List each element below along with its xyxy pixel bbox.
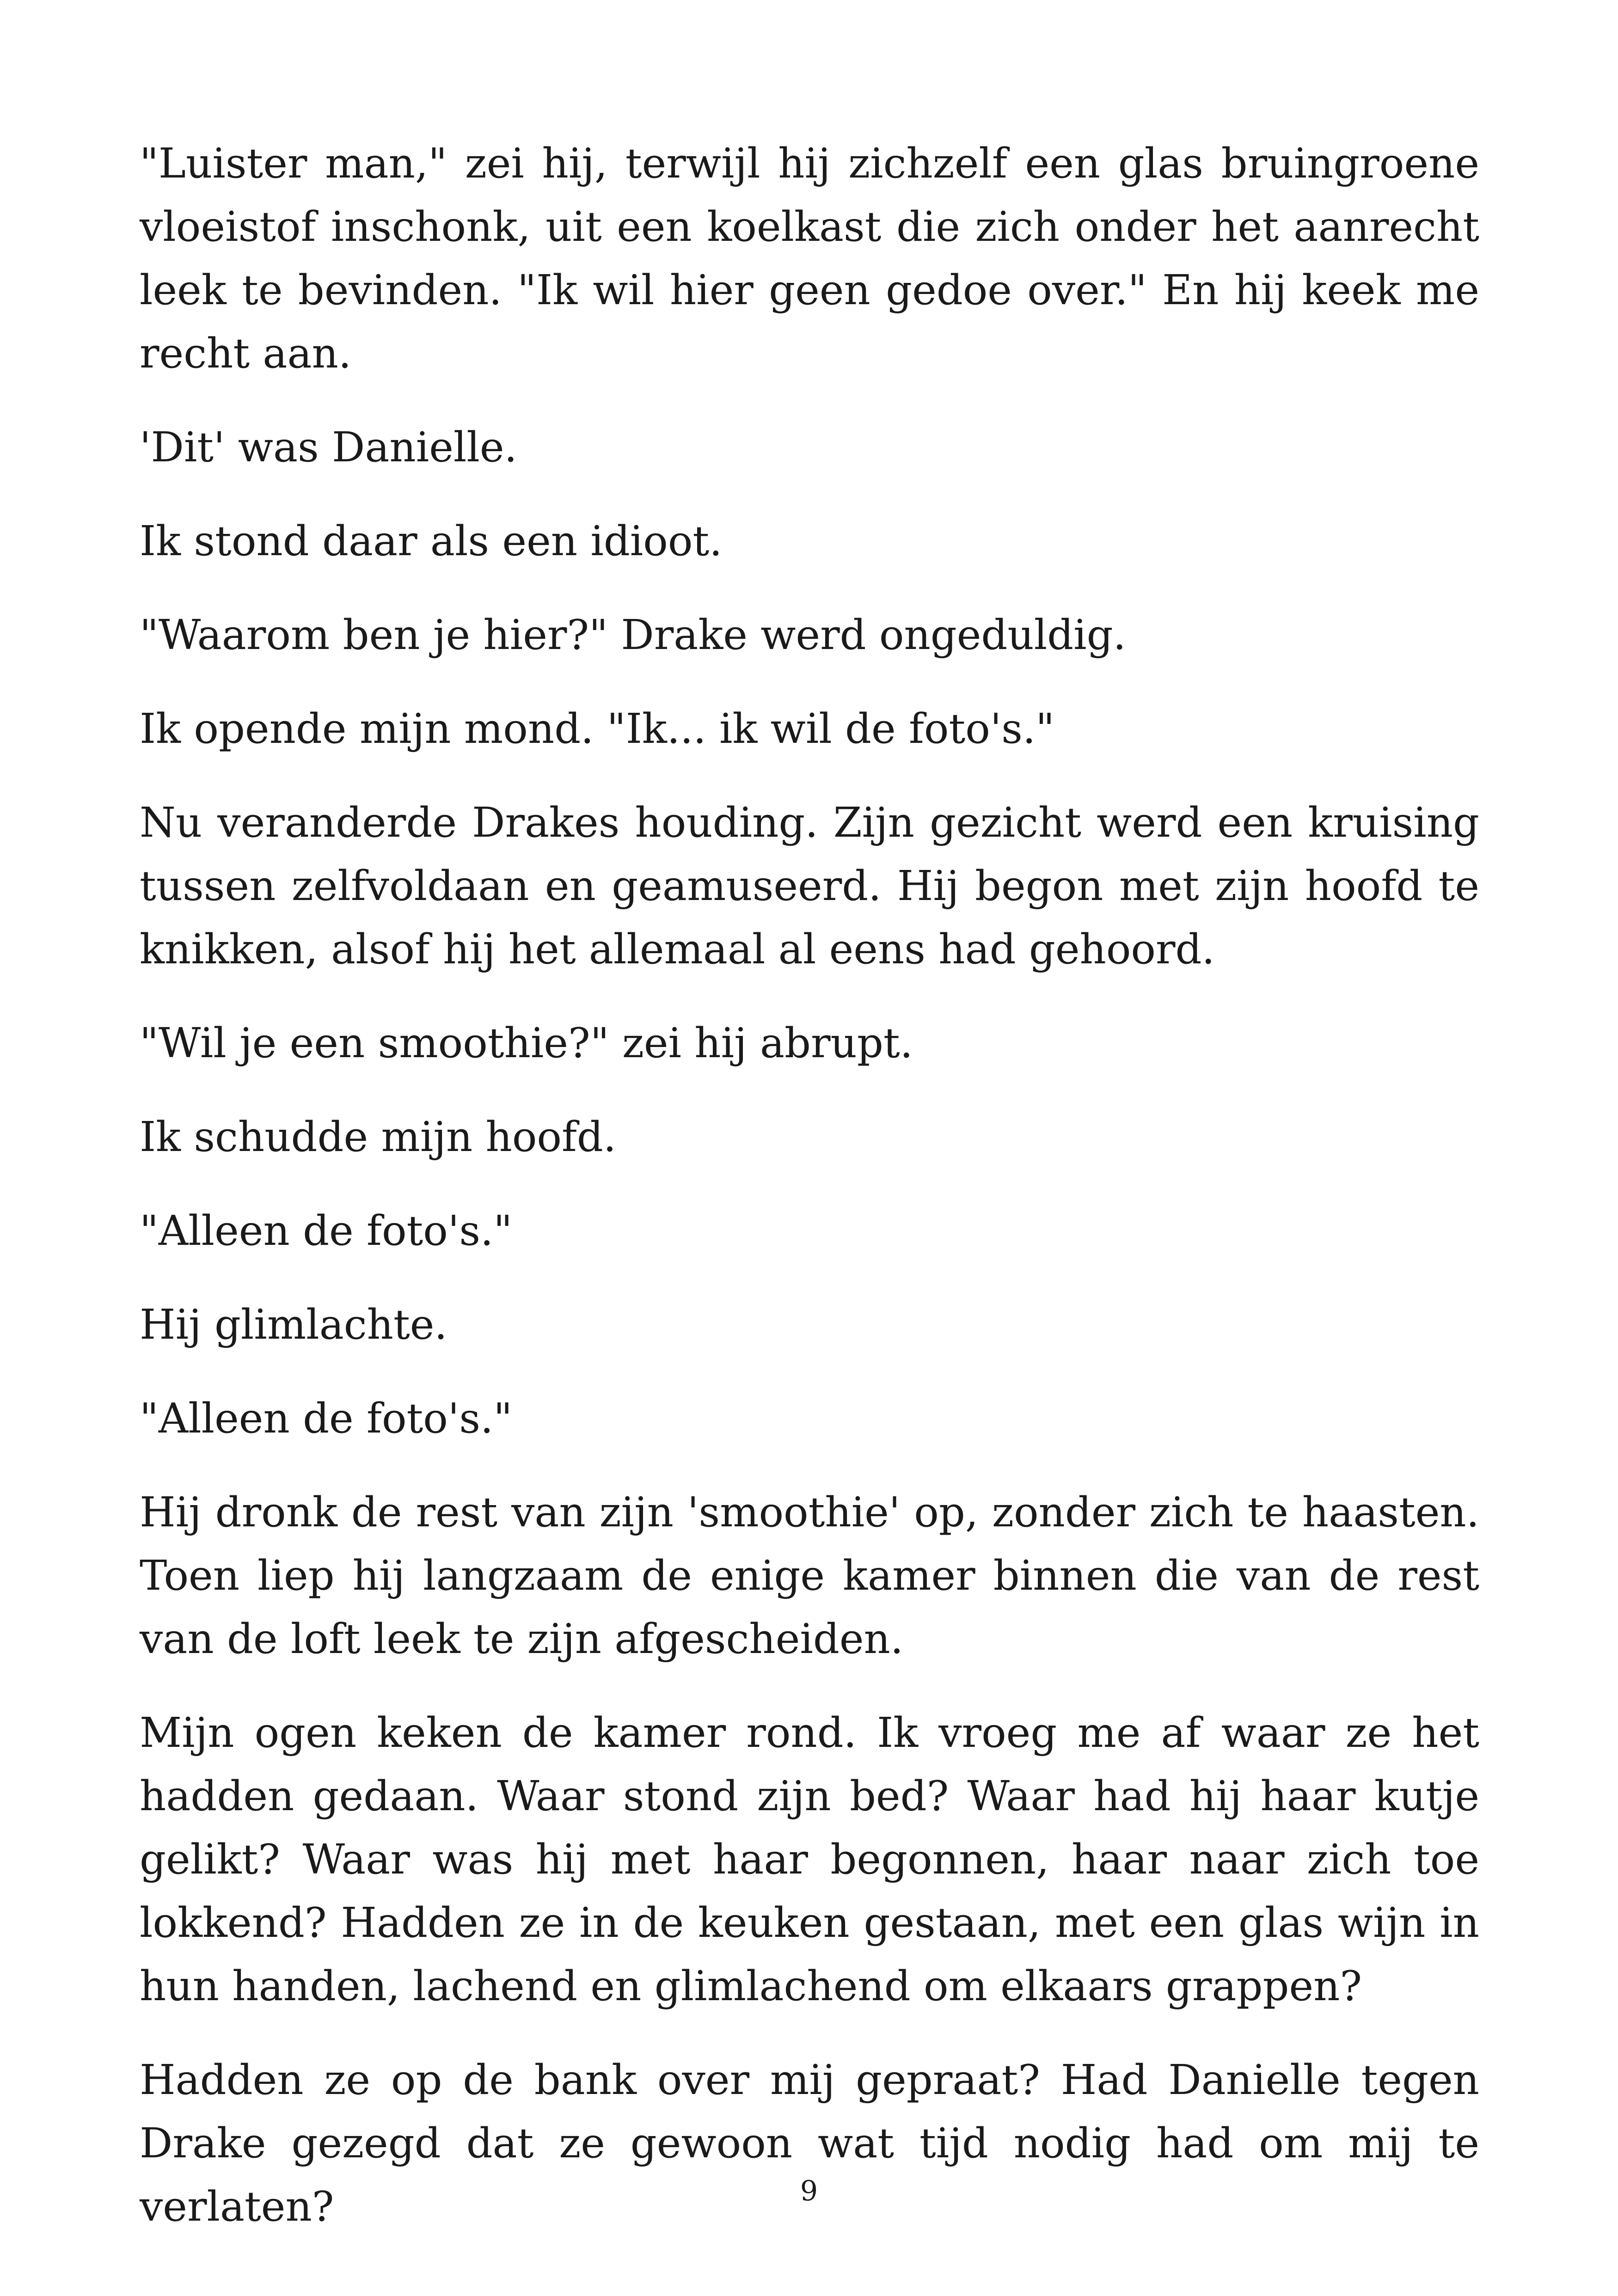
paragraph: "Wil je een smoothie?" zei hij abrupt. bbox=[140, 1019, 913, 1067]
paragraph: Ik schudde mijn hoofd. bbox=[140, 1113, 617, 1161]
paragraph: "Alleen de foto's." bbox=[140, 1394, 513, 1442]
paragraph: Hadden ze op de bank over mij gepraat? Had Danielle tegen Drake gezegd dat ze gewoon wat tijd nodig had om mij te verlaten? bbox=[140, 2056, 1479, 2230]
paragraph: Mijn ogen keken de kamer rond. Ik vroeg me af waar ze het hadden gedaan. Waar stond zijn bed? Waar had hij haar kutje gelikt? Waar was hij met haar begonnen, haar naar zich toe lokkend? Hadden ze in de keuken gestaan, met een glas wijn in hun handen, lachend en glimlachend om elkaars grappen? bbox=[140, 1708, 1479, 2010]
paragraph: Hij dronk de rest van zijn 'smoothie' op, zonder zich te haasten. Toen liep hij langzaam de enige kamer binnen die van de rest van de loft leek te zijn afgescheiden. bbox=[140, 1488, 1479, 1663]
paragraph: "Luister man," zei hij, terwijl hij zichzelf een glas bruingroene vloeistof inschonk, uit een koelkast die zich onder het aanrecht leek te bevinden. "Ik wil hier geen gedoe over." En hij keek me recht aan. bbox=[140, 139, 1479, 377]
paragraph: "Alleen de foto's." bbox=[140, 1206, 513, 1255]
paragraph: 'Dit' was Danielle. bbox=[140, 423, 517, 471]
paragraph: Ik stond daar als een idioot. bbox=[140, 517, 723, 565]
body-text bbox=[140, 132, 1479, 2269]
paragraph: Hij glimlachte. bbox=[140, 1300, 447, 1348]
paragraph: "Waarom ben je hier?" Drake werd ongeduldig. bbox=[140, 611, 1126, 659]
paragraph: Ik opende mijn mond. "Ik... ik wil de foto's." bbox=[140, 704, 1055, 753]
page-number: 9 bbox=[800, 2175, 818, 2207]
paragraph: Nu veranderde Drakes houding. Zijn gezicht werd een kruising tussen zelfvoldaan en geamuseerd. Hij begon met zijn hoofd te knikken, alsof hij het allemaal al eens had gehoord. bbox=[140, 798, 1479, 973]
